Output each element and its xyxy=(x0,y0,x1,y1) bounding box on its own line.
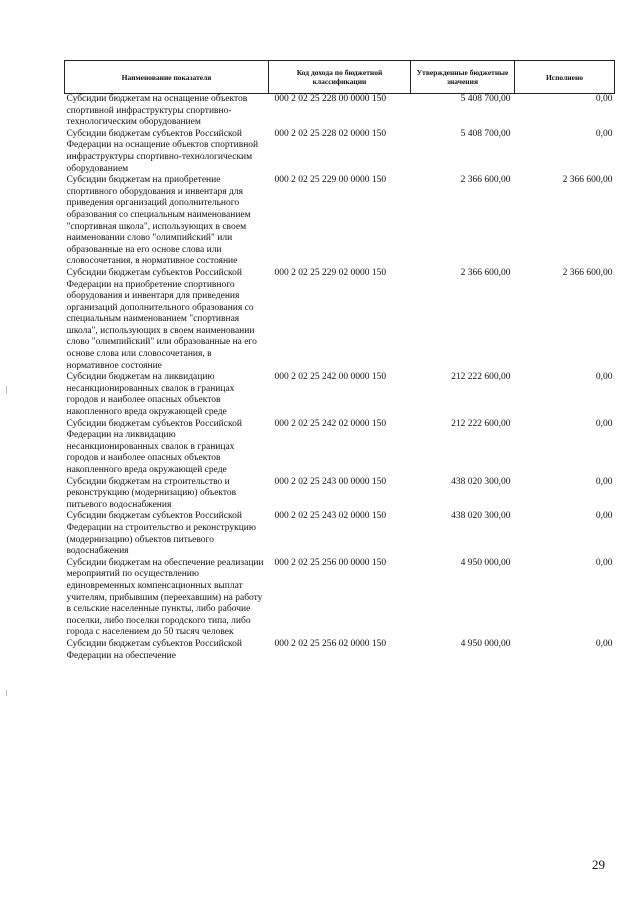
table-header xyxy=(65,61,615,94)
row-code: 000 2 02 25 228 02 0000 150 xyxy=(274,128,387,139)
row-name: Субсидии бюджетам субъектов Российской Федерации на приобретение спортивного оборудования и инвентаря для приведения организаций дополнительного образования со специальным наименованием "спортивная школа", использующих в своем наименовании слово "олимпийский" или образованные на его основе слова или словосочетания, в нормативное состояние xyxy=(66,267,257,371)
row-code: 000 2 02 25 243 00 0000 150 xyxy=(274,476,387,487)
header-code: Код дохода по бюджетной классификации xyxy=(269,61,411,94)
row-approved: 4 950 000,00 xyxy=(460,557,511,568)
table-row xyxy=(65,419,615,477)
page-number: 29 xyxy=(592,857,605,872)
row-name: Субсидии бюджетам субъектов Российской Федерации на обеспечение xyxy=(66,638,242,661)
row-approved: 5 408 700,00 xyxy=(460,94,511,104)
header-name: Наименование показателя xyxy=(65,61,269,94)
row-name: Субсидии бюджетам субъектов Российской Федерации на строительство и реконструкцию (модернизацию) объектов питьевого водоснабжения xyxy=(66,511,256,557)
row-executed: 2 366 600,00 xyxy=(562,267,613,278)
row-code: 000 2 02 25 229 02 0000 150 xyxy=(274,267,387,278)
row-code: 000 2 02 25 228 00 0000 150 xyxy=(274,94,387,104)
row-executed: 0,00 xyxy=(595,476,613,487)
row-executed: 0,00 xyxy=(595,372,613,383)
table-row xyxy=(65,268,615,372)
table-row xyxy=(65,558,615,639)
table-row xyxy=(65,477,615,512)
row-name: Субсидии бюджетам на оснащение объектов спортивной инфраструктуры спортивно-технологическим оборудованием xyxy=(66,94,248,128)
table-row xyxy=(65,175,615,268)
document-page xyxy=(64,60,614,662)
row-executed: 0,00 xyxy=(595,638,613,649)
row-approved: 438 020 300,00 xyxy=(451,476,511,487)
row-executed: 0,00 xyxy=(595,94,613,104)
row-executed: 0,00 xyxy=(595,418,613,429)
row-name: Субсидии бюджетам на обеспечение реализации мероприятий по осуществлению единовременных компенсационных выплат учителям, прибывшим (переехавшим) на работу в сельские населенные пункты, либо рабочие поселки, либо поселки городского типа, либо города с населением до 50 тысяч человек xyxy=(66,557,264,638)
table-row xyxy=(65,511,615,557)
table-row xyxy=(65,372,615,418)
row-name: Субсидии бюджетам субъектов Российской Федерации на ликвидацию несанкционированных свалок в границах городов и наиболее опасных объектов накопленного вреда окружающей среде xyxy=(66,418,242,475)
table-row xyxy=(65,129,615,175)
row-approved: 212 222 600,00 xyxy=(451,372,511,383)
row-executed: 0,00 xyxy=(595,128,613,139)
row-name: Субсидии бюджетам субъектов Российской Федерации на оснащение объектов спортивной инфраструктуры спортивно-технологическим оборудованием xyxy=(66,128,259,174)
row-code: 000 2 02 25 242 02 0000 150 xyxy=(274,418,387,429)
row-approved: 438 020 300,00 xyxy=(451,511,511,522)
row-approved: 212 222 600,00 xyxy=(451,418,511,429)
row-code: 000 2 02 25 243 02 0000 150 xyxy=(274,511,387,522)
table-row xyxy=(65,639,615,662)
scan-margin-mark xyxy=(6,690,7,696)
row-executed: 0,00 xyxy=(595,557,613,568)
header-executed: Исполнено xyxy=(515,61,615,94)
row-code: 000 2 02 25 242 00 0000 150 xyxy=(274,372,387,383)
row-approved: 2 366 600,00 xyxy=(460,175,511,186)
table-row xyxy=(65,94,615,129)
row-code: 000 2 02 25 256 02 0000 150 xyxy=(274,638,387,649)
row-executed: 0,00 xyxy=(595,511,613,522)
row-approved: 2 366 600,00 xyxy=(460,267,511,278)
row-approved: 4 950 000,00 xyxy=(460,638,511,649)
row-code: 000 2 02 25 256 00 0000 150 xyxy=(274,557,387,568)
scan-margin-mark xyxy=(6,386,7,394)
budget-table xyxy=(64,60,615,662)
header-approved: Утвержденные бюджетные значения xyxy=(411,61,515,94)
row-executed: 2 366 600,00 xyxy=(562,175,613,186)
row-approved: 5 408 700,00 xyxy=(460,128,511,139)
row-name: Субсидии бюджетам на строительство и реконструкцию (модернизацию) объектов питьевого водоснабжения xyxy=(66,476,237,510)
row-code: 000 2 02 25 229 00 0000 150 xyxy=(274,175,387,186)
row-name: Субсидии бюджетам на ликвидацию несанкционированных свалок в границах городов и наиболее опасных объектов накопленного вреда окружающей среде xyxy=(66,372,235,418)
row-name: Субсидии бюджетам на приобретение спортивного оборудования и инвентаря для приведения организаций дополнительного образования со специальным наименованием "спортивная школа", использующих в своем наименовании слово "олимпийский" или образованные на его основе слова или словосочетания, в нормативное состояние xyxy=(66,175,251,267)
